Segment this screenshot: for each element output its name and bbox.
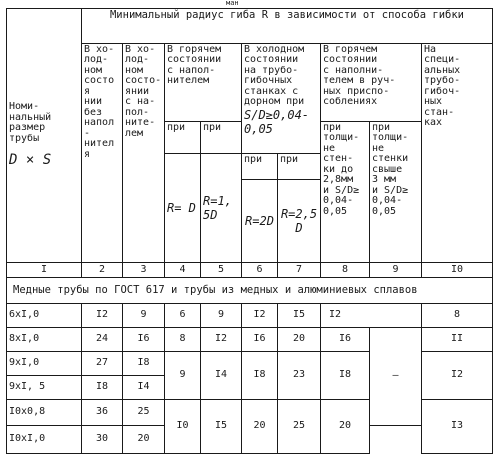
hot-r1: R= D	[165, 154, 201, 263]
value-cell: I6	[123, 328, 165, 352]
hot-manual-thin: при толщи- не стен- ки до 2,8мм и S/D≥ 0,04- 0,05	[321, 121, 370, 262]
value-cell: 20	[278, 328, 321, 352]
dash-cell: —	[370, 328, 422, 426]
mandrel-at-2: при	[278, 154, 321, 180]
value-cell: 6	[165, 304, 201, 328]
value-cell: I8	[82, 375, 123, 399]
size-cell: 9xI,0	[7, 351, 82, 375]
nominal-size-label: Номи- нальный размер трубы	[9, 101, 52, 144]
value-cell: I6	[242, 328, 278, 352]
col-hot-manual-header: В горячем состоянии с наполни- телем в руч- ных приспо- соблениях	[321, 43, 422, 121]
size-cell: 6xI,0	[7, 304, 82, 328]
size-cell: 8xI,0	[7, 328, 82, 352]
col-hot-with-filler-header: В горячем состоянии с напол- нителем	[165, 43, 242, 121]
size-cell: 9xI, 5	[7, 375, 82, 399]
value-cell: I3	[422, 399, 493, 453]
col-num: I	[7, 262, 82, 277]
value-cell: I5	[201, 399, 242, 453]
nominal-size-header	[7, 9, 82, 263]
value-cell: 20	[123, 425, 165, 453]
bend-radius-table	[6, 8, 493, 454]
section-title: Медные трубы по ГОСТ 617 и трубы из медных и алюминиевых сплавов	[7, 278, 493, 304]
col-num: 3	[123, 262, 165, 277]
value-cell: II	[422, 328, 493, 352]
size-cell: I0x0,8	[7, 399, 82, 425]
col-num: 4	[165, 262, 201, 277]
value-cell: 25	[278, 399, 321, 453]
value-cell: 8	[165, 328, 201, 352]
value-cell: 24	[82, 328, 123, 352]
value-cell: 9	[123, 304, 165, 328]
value-cell: 23	[278, 351, 321, 399]
value-cell: I2	[422, 351, 493, 399]
value-cell: I5	[278, 304, 321, 328]
col-num: 5	[201, 262, 242, 277]
value-cell: I8	[242, 351, 278, 399]
scan-mark: ман	[226, 0, 239, 7]
hot-manual-thick: при толщи- не стенки свыше 3 мм и S/D≥ 0,04- 0,05	[370, 121, 422, 262]
col-num: I0	[422, 262, 493, 277]
value-cell: I4	[123, 375, 165, 399]
value-cell: 25	[123, 399, 165, 425]
nominal-size-symbol: D × S	[9, 152, 52, 169]
value-cell: 8	[422, 304, 493, 328]
value-cell: 20	[242, 399, 278, 453]
value-cell: I8	[123, 351, 165, 375]
table-row	[7, 304, 493, 328]
value-cell: I2	[82, 304, 123, 328]
col-cold-mandrel-header: В холодном состоянии на трубо- гибочных станках с дорном при S/D≥0,04-0,05	[242, 43, 321, 154]
value-cell: 20	[321, 399, 370, 453]
hot-r2: R=1,5D	[201, 154, 242, 263]
col-cold-with-filler-header: В хо- лод- ном состо- янии с на- пол- ните- лем	[123, 43, 165, 262]
value-cell: 9	[201, 304, 242, 328]
col-num: 6	[242, 262, 278, 277]
value-cell: I2	[201, 328, 242, 352]
col-num: 7	[278, 262, 321, 277]
hot-at-1: при	[165, 121, 201, 154]
value-cell: I2	[242, 304, 278, 328]
col-num: 2	[82, 262, 123, 277]
mandrel-r1: R=2D	[242, 180, 278, 262]
value-cell: I2	[321, 304, 422, 328]
mandrel-at-1: при	[242, 154, 278, 180]
value-cell: 9	[165, 351, 201, 399]
main-title: Минимальный радиус гиба R в зависимости от способа гибки	[82, 9, 493, 44]
value-cell: I8	[321, 351, 370, 399]
value-cell: I6	[321, 328, 370, 352]
col-num: 9	[370, 262, 422, 277]
value-cell: I4	[201, 351, 242, 399]
value-cell: 36	[82, 399, 123, 425]
value-cell: 30	[82, 425, 123, 453]
size-cell: I0xI,0	[7, 425, 82, 453]
col-cold-no-filler-header: В хо- лод- ном состоя нии без напол- нителя	[82, 43, 123, 262]
value-cell: I0	[165, 399, 201, 453]
hot-at-2: при	[201, 121, 242, 154]
mandrel-ratio: S/D≥0,04-0,05	[244, 107, 310, 137]
value-cell: 27	[82, 351, 123, 375]
table-row	[7, 328, 493, 352]
col-special-header: На специ- альных трубо- гибоч- ных стан- ках	[422, 43, 493, 262]
column-numbers-row	[7, 262, 493, 277]
col-num: 8	[321, 262, 370, 277]
mandrel-r2: R=2,5D	[278, 180, 321, 262]
